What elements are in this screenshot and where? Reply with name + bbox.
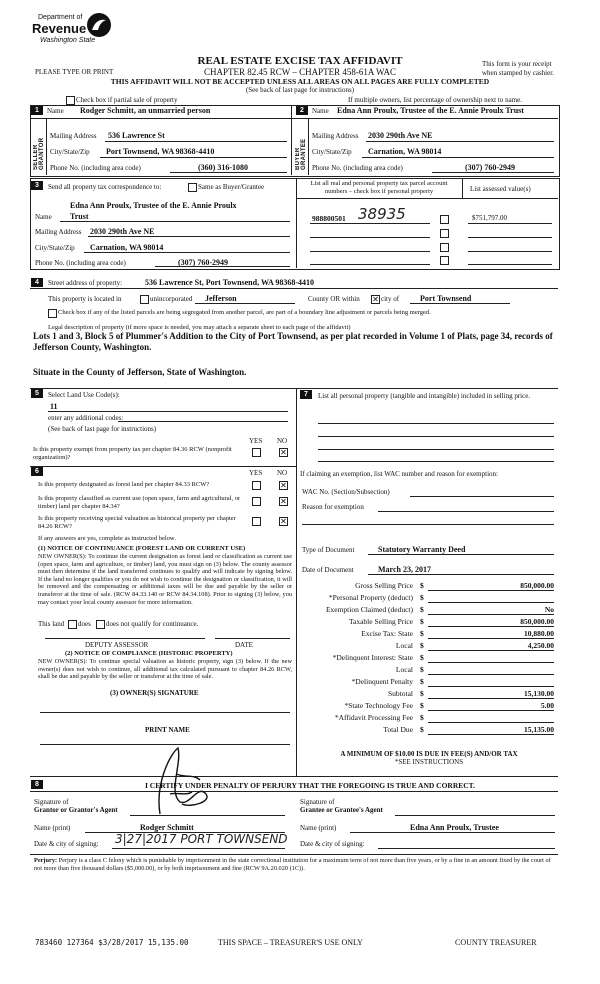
- tax-row-currency: $: [420, 593, 424, 602]
- buyer-name-label: Name: [312, 107, 329, 115]
- tax-row-underline: [428, 698, 554, 699]
- correspondence-name-label: Name: [35, 213, 52, 221]
- notice1-text: NEW OWNER(S): To continue the current designation as forest land or classification as current use (open space, farm and agriculture, or timber) land, you must sign on (3) below. The county assessor must then determine if the land transferred continues to qualify and will indicate by signing below. If the land no longer qualifies or you do not wish to continue the designation or classification, it will be removed and the compensating or additional taxes will be due and payable by the seller or transferor at the time of sale. (RCW 84.33.140 or RCW 84.34.108). Prior to signing (3) below, you may contact your local county assessor for more information.: [38, 553, 292, 606]
- seller-side-label: SELLER GRANTOR: [33, 137, 45, 170]
- grantee-sig-label-2: Grantee or Grantee's Agent: [300, 806, 383, 814]
- same-as-buyer-label: Same as Buyer/Grantee: [198, 183, 265, 191]
- tax-row-label: Excise Tax: State: [361, 629, 413, 638]
- grantor-signature[interactable]: [120, 744, 230, 816]
- assessed-header: List assessed value(s): [470, 185, 531, 193]
- no-header-5: NO: [277, 437, 288, 445]
- situate-text[interactable]: Situate in the County of Jefferson, State of Washington.: [33, 367, 247, 377]
- tax-row-label: *Delinquent Penalty: [351, 677, 413, 686]
- dept-line3: Washington State: [40, 37, 96, 44]
- parcel-number[interactable]: 988800501: [312, 214, 346, 223]
- tax-row-currency: $: [420, 725, 424, 734]
- tax-row-value[interactable]: 15,130.00: [524, 689, 554, 698]
- tax-row-currency: $: [420, 581, 424, 590]
- correspondence-phone-label: Phone No. (including area code): [35, 259, 126, 267]
- exempt-question: Is this property exempt from property tax per chapter 84.36 RCW (nonprofit organization)?: [33, 446, 232, 461]
- seller-phone[interactable]: (360) 316-1080: [198, 163, 248, 172]
- tax-row-underline: [428, 734, 554, 735]
- notice1-title: (1) NOTICE OF CONTINUANCE (FOREST LAND OR CURRENT USE): [38, 545, 246, 552]
- tax-row-underline: [428, 626, 554, 627]
- form-title: REAL ESTATE EXCISE TAX AFFIDAVIT: [197, 55, 403, 67]
- correspondence-city[interactable]: Carnation, WA 98014: [90, 243, 164, 252]
- grantee-name[interactable]: Edna Ann Proulx, Trustee: [410, 823, 499, 832]
- parcel-1-personal-checkbox[interactable]: [440, 215, 449, 224]
- assessed-value[interactable]: $751,797.00: [472, 214, 507, 222]
- tax-row-value[interactable]: 850,000.00: [520, 617, 554, 626]
- land-does-label: This land: [38, 620, 65, 628]
- unincorporated-checkbox[interactable]: [140, 295, 149, 304]
- tax-row-currency: $: [420, 629, 424, 638]
- seller-city[interactable]: Port Townsend, WA 98368-4410: [106, 147, 215, 156]
- tax-row-underline: [428, 722, 554, 723]
- additional-codes-label: enter any additional codes:: [48, 414, 124, 422]
- buyer-mailing-label: Mailing Address: [312, 132, 359, 140]
- tax-row-underline: [428, 686, 554, 687]
- treasurer-stamp: 783460 127364 $3/28/2017 15,135.00: [35, 938, 189, 947]
- segregation-checkbox[interactable]: [48, 309, 57, 318]
- tax-row-label: *State Technology Fee: [344, 701, 413, 710]
- grantor-date-city[interactable]: 3|27|2017 PORT TOWNSEND: [115, 832, 288, 846]
- historic-no-checkbox[interactable]: ✕: [280, 517, 287, 526]
- forest-question: Is this property designated as forest land per chapter 84.33 RCW?: [38, 481, 210, 488]
- tax-row-label: Gross Selling Price: [355, 581, 413, 590]
- tax-row-value[interactable]: 10,880.00: [524, 629, 554, 638]
- seller-phone-label: Phone No. (including area code): [50, 164, 141, 172]
- seller-name[interactable]: Rodger Schmitt, an unmarried person: [80, 106, 211, 115]
- perjury-text: [34, 857, 556, 873]
- tax-row-underline: [428, 638, 554, 639]
- buyer-mailing[interactable]: 2030 290th Ave NE: [368, 131, 433, 140]
- if-yes-text: If any answers are yes, complete as instructed below.: [38, 535, 176, 542]
- tax-row-currency: $: [420, 605, 424, 614]
- correspondence-phone[interactable]: (307) 760-2949: [178, 258, 228, 267]
- section-6-badge: 6: [31, 467, 43, 476]
- correspondence-mailing-label: Mailing Address: [35, 228, 82, 236]
- grantee-date-label: Date & city of signing:: [300, 840, 365, 848]
- perjury-label: Perjury:: [34, 857, 58, 864]
- exempt-no-checkbox[interactable]: ✕: [280, 448, 287, 457]
- tax-row-underline: [428, 674, 554, 675]
- assessor-date-label: DATE: [235, 641, 253, 649]
- does-label: does: [78, 620, 91, 628]
- tax-row-currency: $: [420, 677, 424, 686]
- tax-row-value[interactable]: 5.00: [540, 701, 554, 710]
- revenue-logo-icon: [86, 12, 112, 38]
- tax-row-label: *Personal Property (deduct): [328, 593, 413, 602]
- buyer-city[interactable]: Carnation, WA 98014: [368, 147, 442, 156]
- located-label: This property is located in: [48, 295, 122, 303]
- property-city[interactable]: Port Townsend: [420, 294, 472, 303]
- tax-row-currency: $: [420, 689, 424, 698]
- current-use-no-checkbox[interactable]: ✕: [280, 497, 287, 506]
- dept-line2: Revenue: [32, 21, 87, 36]
- owner-signature-label: (3) OWNER(S) SIGNATURE: [110, 689, 199, 697]
- correspondence-city-label: City/State/Zip: [35, 244, 75, 252]
- doc-date[interactable]: March 23, 2017: [378, 565, 431, 574]
- exempt-yes-checkbox[interactable]: [252, 448, 261, 457]
- dept-line1: Department of: [38, 14, 83, 21]
- tax-row-label: *Delinquent Interest: State: [332, 653, 413, 662]
- tax-row-currency: $: [420, 653, 424, 662]
- buyer-phone-label: Phone No. (including area code): [312, 164, 403, 172]
- tax-row-currency: $: [420, 665, 424, 674]
- tax-row-underline: [428, 662, 554, 663]
- county-treasurer: COUNTY TREASURER: [455, 938, 537, 947]
- tax-row-currency: $: [420, 641, 424, 650]
- partial-sale-label: Check box if partial sale of property: [76, 96, 178, 104]
- forest-yes-checkbox[interactable]: [252, 481, 261, 490]
- tax-row-label: Exemption Claimed (deduct): [325, 605, 413, 614]
- please-type: PLEASE TYPE OR PRINT: [35, 68, 114, 76]
- historic-question: Is this property receiving special valuation as historical property per chapter 84.26 RCW?: [38, 515, 236, 530]
- land-use-code[interactable]: 11: [50, 402, 58, 411]
- parcel-header-2: numbers – check box if personal property: [324, 188, 434, 195]
- multiple-owners: If multiple owners, list percentage of ownership next to name.: [348, 96, 522, 104]
- grantor-sig-label-2: Grantor or Grantor's Agent: [34, 806, 118, 814]
- deputy-assessor-label: DEPUTY ASSESSOR: [85, 641, 149, 649]
- land-use-see-back: (See back of last page for instructions): [48, 425, 157, 433]
- tax-row-underline: [428, 650, 554, 651]
- section-5-badge: 5: [31, 389, 43, 398]
- forest-no-checkbox[interactable]: ✕: [280, 481, 287, 490]
- tax-row-label: Subtotal: [387, 689, 413, 698]
- minimum-note: A MINIMUM OF $10.00 IS DUE IN FEE(S) AND/OR TAX: [340, 750, 518, 758]
- same-as-buyer-checkbox[interactable]: [188, 183, 197, 192]
- tax-row-label: *Affidavit Processing Fee: [334, 713, 413, 722]
- print-name-label: PRINT NAME: [145, 726, 190, 734]
- property-street[interactable]: 536 Lawrence St, Port Townsend, WA 98368-4410: [145, 278, 315, 287]
- grantor-sig-label-1: Signature of: [34, 798, 69, 806]
- seller-city-label: City/State/Zip: [50, 148, 90, 156]
- partial-sale-checkbox[interactable]: [66, 96, 75, 105]
- treasurer-space: THIS SPACE – TREASURER'S USE ONLY: [218, 938, 363, 947]
- section-2-badge: 2: [296, 106, 308, 115]
- parcel-3-personal-checkbox[interactable]: [440, 243, 449, 252]
- grantor-name-label: Name (print): [34, 824, 71, 832]
- see-instructions: *SEE INSTRUCTIONS: [394, 758, 464, 766]
- legal-description[interactable]: Lots 1 and 3, Block 5 of Plummer's Addition to the City of Port Townsend, as per plat recorded in Volume 1 of Plats, page 34, records of Jefferson County, Washington.: [33, 331, 553, 352]
- reason-label: Reason for exemption: [302, 503, 364, 511]
- land-use-label: Select Land Use Code(s):: [48, 391, 120, 399]
- notice2-title: (2) NOTICE OF COMPLIANCE (HISTORIC PROPERTY): [65, 650, 233, 657]
- seller-name-label: Name: [47, 107, 64, 115]
- street-label: Street address of property:: [48, 279, 123, 287]
- does-qualify-checkbox[interactable]: [68, 620, 77, 629]
- grantor-name[interactable]: Rodger Schmitt: [140, 823, 194, 832]
- grantor-date-label: Date & city of signing:: [34, 840, 99, 848]
- tax-row-currency: $: [420, 701, 424, 710]
- buyer-city-label: City/State/Zip: [312, 148, 352, 156]
- legal-label: Legal description of property (if more space is needed, you may attach a separate sheet to each page of the affidavit): [48, 324, 351, 331]
- personal-property-label: List all personal property (tangible and intangible) included in selling price.: [318, 392, 531, 400]
- correspondence-label: Send all property tax correspondence to:: [48, 183, 162, 191]
- correspondence-name-1[interactable]: Edna Ann Proulx, Trustee of the E. Annie Proulx: [70, 201, 237, 210]
- section-8-badge: 8: [31, 780, 43, 789]
- within-city-checkbox[interactable]: ✕: [372, 295, 379, 304]
- perjury-body: Perjury is a class C felony which is punishable by imprisonment in the state correctional institution for a maximum term of not more than five years, or by a fine in an amount fixed by the court of not more than five thousand dollars ($5,000.00), or by both imprisonment and fine (RCW 9A.20.020 (1C)).: [34, 857, 551, 872]
- parcel-header-1: List all real and personal property tax parcel account: [310, 180, 448, 187]
- unincorporated-label: unincorporated: [150, 295, 193, 303]
- does-not-label: does not qualify for continuance.: [106, 620, 199, 628]
- tax-row-underline: [428, 602, 554, 603]
- receipt-note-1: This form is your receipt: [482, 60, 552, 68]
- tax-row-value[interactable]: 4,250.00: [527, 641, 554, 650]
- buyer-side-label: BUYER GRANTEE: [295, 138, 307, 170]
- correspondence-name-2[interactable]: Trust: [70, 212, 89, 221]
- yes-header-5: YES: [249, 437, 263, 445]
- buyer-name[interactable]: Edna Ann Proulx, Trustee of the E. Annie Proulx Trust: [337, 106, 524, 115]
- county-or-label: County OR within: [308, 295, 360, 303]
- section-1-badge: 1: [31, 106, 43, 115]
- seller-mailing-label: Mailing Address: [50, 132, 97, 140]
- current-use-question: Is this property classified as current use (open space, farm and agricultural, or timber) land per chapter 84.34?: [38, 495, 241, 510]
- revenue-logo: [30, 10, 120, 54]
- property-county[interactable]: Jefferson: [205, 294, 237, 303]
- receipt-note-2: when stamped by cashier.: [482, 69, 554, 77]
- tax-row-underline: [428, 590, 554, 591]
- section-3-badge: 3: [31, 181, 43, 190]
- tax-row-value[interactable]: No: [544, 605, 554, 614]
- tax-row-value[interactable]: 850,000.00: [520, 581, 554, 590]
- parcel-4-personal-checkbox[interactable]: [440, 256, 449, 265]
- buyer-phone[interactable]: (307) 760-2949: [465, 163, 515, 172]
- doc-type[interactable]: Statutory Warranty Deed: [378, 545, 466, 554]
- grantee-name-label: Name (print): [300, 824, 337, 832]
- city-of-label: city of: [381, 295, 400, 303]
- yes-header-6: YES: [249, 469, 263, 477]
- tax-row-currency: $: [420, 617, 424, 626]
- certify-text: I CERTIFY UNDER PENALTY OF PERJURY THAT THE FOREGOING IS TRUE AND CORRECT.: [144, 781, 475, 790]
- notice2-text: NEW OWNER(S): To continue special valuation as historic property, sign (3) below. If the new owner(s) does not wish to continue, all additional tax calculated pursuant to chapter 84.26 RCW, shall be due and payable by the seller or transferor at the time of sale.: [38, 658, 292, 681]
- form-subtitle: CHAPTER 82.45 RCW – CHAPTER 458-61A WAC: [204, 67, 396, 77]
- does-not-qualify-checkbox[interactable]: [96, 620, 105, 629]
- doc-date-label: Date of Document: [302, 566, 354, 574]
- section-4-badge: 4: [31, 278, 43, 287]
- exemption-label: If claiming an exemption, list WAC number and reason for exemption:: [300, 470, 498, 478]
- tax-row-underline: [428, 614, 554, 615]
- warning-text: THIS AFFIDAVIT WILL NOT BE ACCEPTED UNLESS ALL AREAS ON ALL PAGES ARE FULLY COMPLETED: [110, 77, 490, 86]
- correspondence-mailing[interactable]: 2030 290th Ave NE: [90, 227, 155, 236]
- seller-mailing[interactable]: 536 Lawrence St: [108, 131, 165, 140]
- see-back: (See back of last page for instructions): [245, 86, 355, 94]
- parcel-handwritten: 38935: [358, 205, 406, 223]
- parcel-2-personal-checkbox[interactable]: [440, 229, 449, 238]
- wac-label: WAC No. (Section/Subsection): [302, 488, 390, 496]
- historic-yes-checkbox[interactable]: [252, 517, 261, 526]
- current-use-yes-checkbox[interactable]: [252, 497, 261, 506]
- grantee-sig-label-1: Signature of: [300, 798, 335, 806]
- tax-row-label: Local: [395, 641, 413, 650]
- tax-row-currency: $: [420, 713, 424, 722]
- tax-row-label: Taxable Selling Price: [348, 617, 413, 626]
- segregation-label: Check box if any of the listed parcels are being segregated from another parcel, are part of a boundary line adjustment or parcels being merged.: [58, 309, 431, 316]
- tax-row-underline: [428, 710, 554, 711]
- doc-type-label: Type of Document: [302, 546, 355, 554]
- tax-row-label: Local: [395, 665, 413, 674]
- no-header-6: NO: [277, 469, 288, 477]
- section-7-badge: 7: [300, 390, 312, 399]
- tax-row-label: Total Due: [383, 725, 413, 734]
- tax-row-value[interactable]: 15,135.00: [524, 725, 554, 734]
